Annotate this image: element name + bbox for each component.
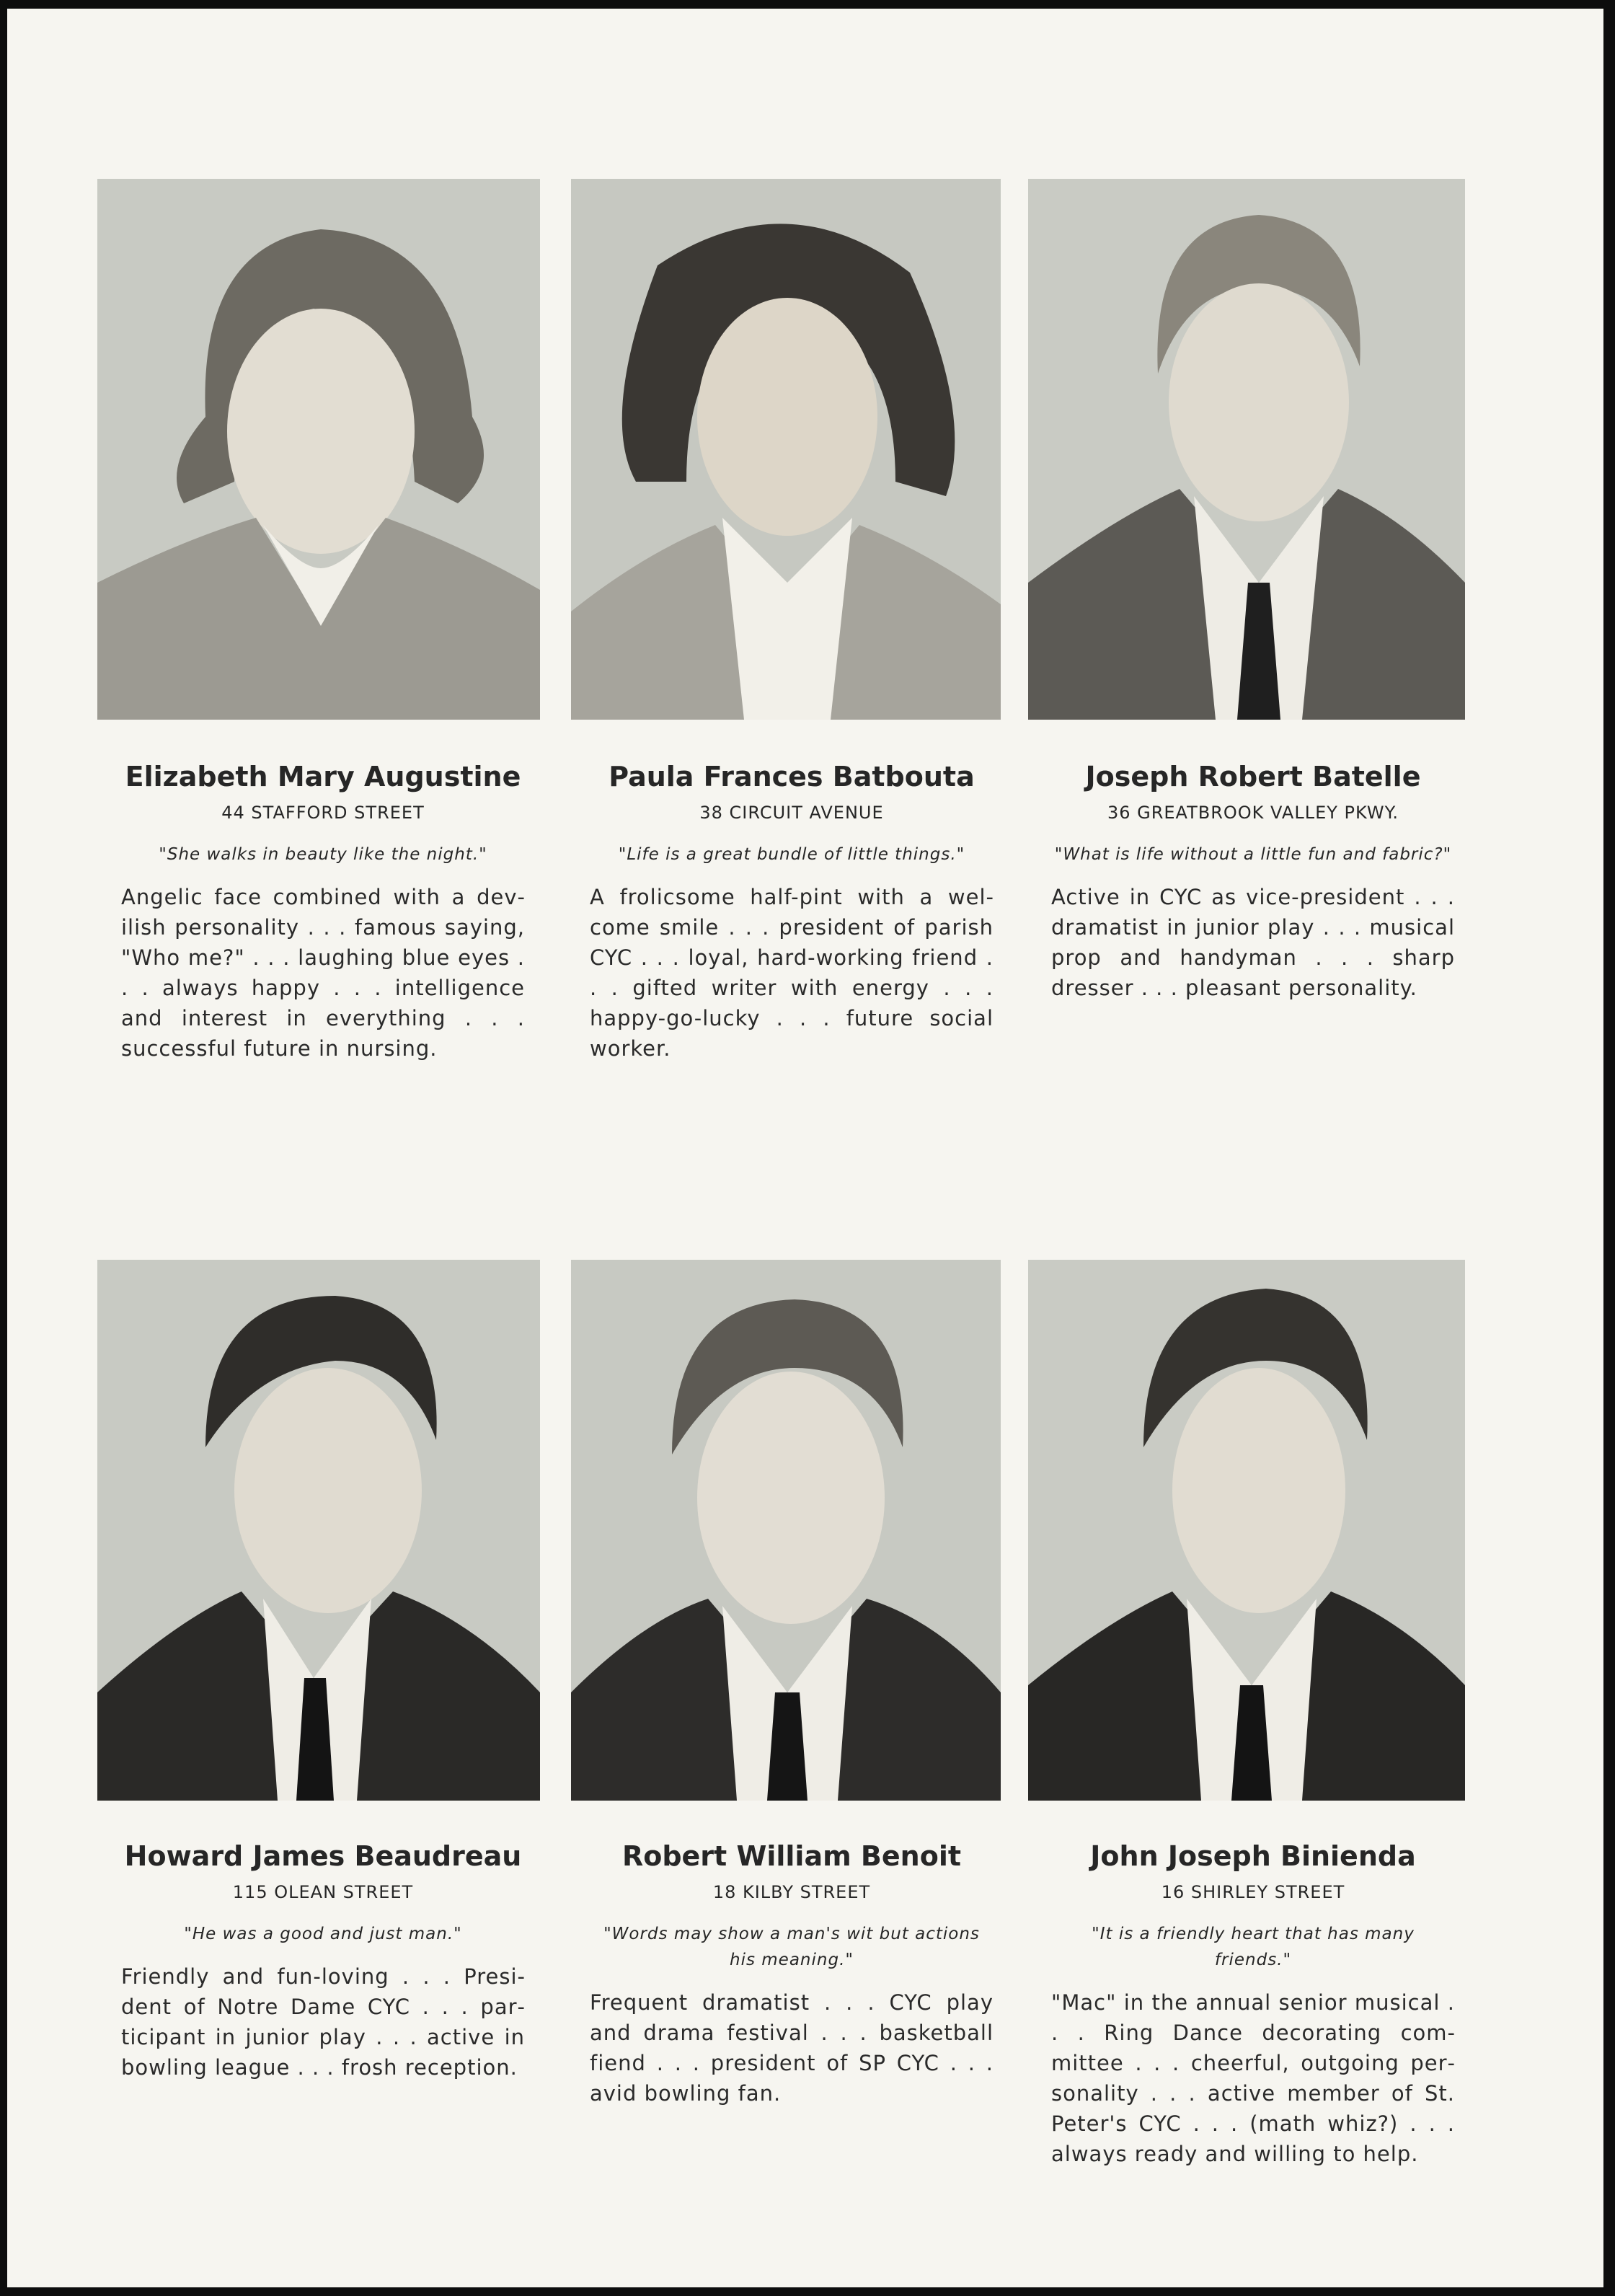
yearbook-page (7, 9, 1603, 2287)
senior-bio: Angelic face combined with a devilish personality . . . famous saying, "Who me?" . . . laughing blue eyes . . . always happy . . . intelligence and interest in everything . . . successful future in nursing. (121, 885, 525, 1061)
senior-entry (1051, 1840, 1455, 2169)
senior-bio: Friendly and fun-loving . . . President of Notre Dame CYC . . . participant in junior play . . . active in bowling league . . . frosh reception. (121, 1964, 525, 2080)
senior-quote: "It is a friendly heart that has many friends." (1092, 1925, 1415, 1969)
senior-quote: "Life is a great bundle of little things." (618, 845, 965, 864)
senior-portrait-photo (1028, 179, 1465, 720)
senior-address: 115 OLEAN STREET (232, 1882, 414, 1902)
senior-name: John Joseph Binienda (1090, 1840, 1416, 1872)
senior-bio: Frequent dramatist . . . CYC play and drama festival . . . basketball fiend . . . president of SP CYC . . . avid bowling fan. (590, 1990, 994, 2106)
senior-name: Howard James Beaudreau (124, 1840, 522, 1872)
senior-name: Joseph Robert Batelle (1085, 761, 1421, 792)
senior-quote: "What is life without a little fun and fabric?" (1054, 845, 1452, 864)
senior-bio: "Mac" in the annual senior musical . . . Ring Dance decorating committee . . . cheerful, outgoing personality . . . active member of St. Peter's CYC . . . (math whiz?) . . . always ready and willing to help. (1051, 1990, 1455, 2166)
senior-quote: "Words may show a man's wit but actions his meaning." (603, 1925, 980, 1969)
senior-bio: Active in CYC as vice-president . . . dramatist in junior play . . . musical prop and handyman . . . sharp dresser . . . pleasant personality. (1051, 885, 1455, 1000)
senior-address: 38 CIRCUIT AVENUE (699, 803, 884, 823)
senior-address: 36 GREATBROOK VALLEY PKWY. (1107, 803, 1399, 823)
senior-entry (121, 1840, 525, 2083)
senior-portrait-photo (97, 1260, 540, 1801)
senior-name: Robert William Benoit (621, 1840, 962, 1872)
senior-name: Paula Frances Batbouta (609, 761, 975, 792)
senior-entry (121, 761, 525, 1064)
senior-entry (590, 761, 994, 1064)
senior-address: 18 KILBY STREET (712, 1882, 871, 1902)
senior-address: 16 SHIRLEY STREET (1161, 1882, 1345, 1902)
senior-quote: "She walks in beauty like the night." (159, 845, 487, 864)
senior-entry (1051, 761, 1455, 1003)
senior-name: Elizabeth Mary Augustine (125, 761, 521, 792)
senior-portrait-photo (571, 1260, 1001, 1801)
senior-portrait-photo (97, 179, 540, 720)
senior-quote: "He was a good and just man." (184, 1925, 462, 1943)
senior-portrait-photo (1028, 1260, 1465, 1801)
senior-bio: A frolicsome half-pint with a welcome smile . . . president of parish CYC . . . loyal, hard-working friend . . . gifted writer with energy . . . happy-go-lucky . . . future social worker. (590, 885, 994, 1061)
senior-address: 44 STAFFORD STREET (221, 803, 425, 823)
senior-entry (590, 1840, 994, 2109)
senior-portrait-photo (571, 179, 1001, 720)
